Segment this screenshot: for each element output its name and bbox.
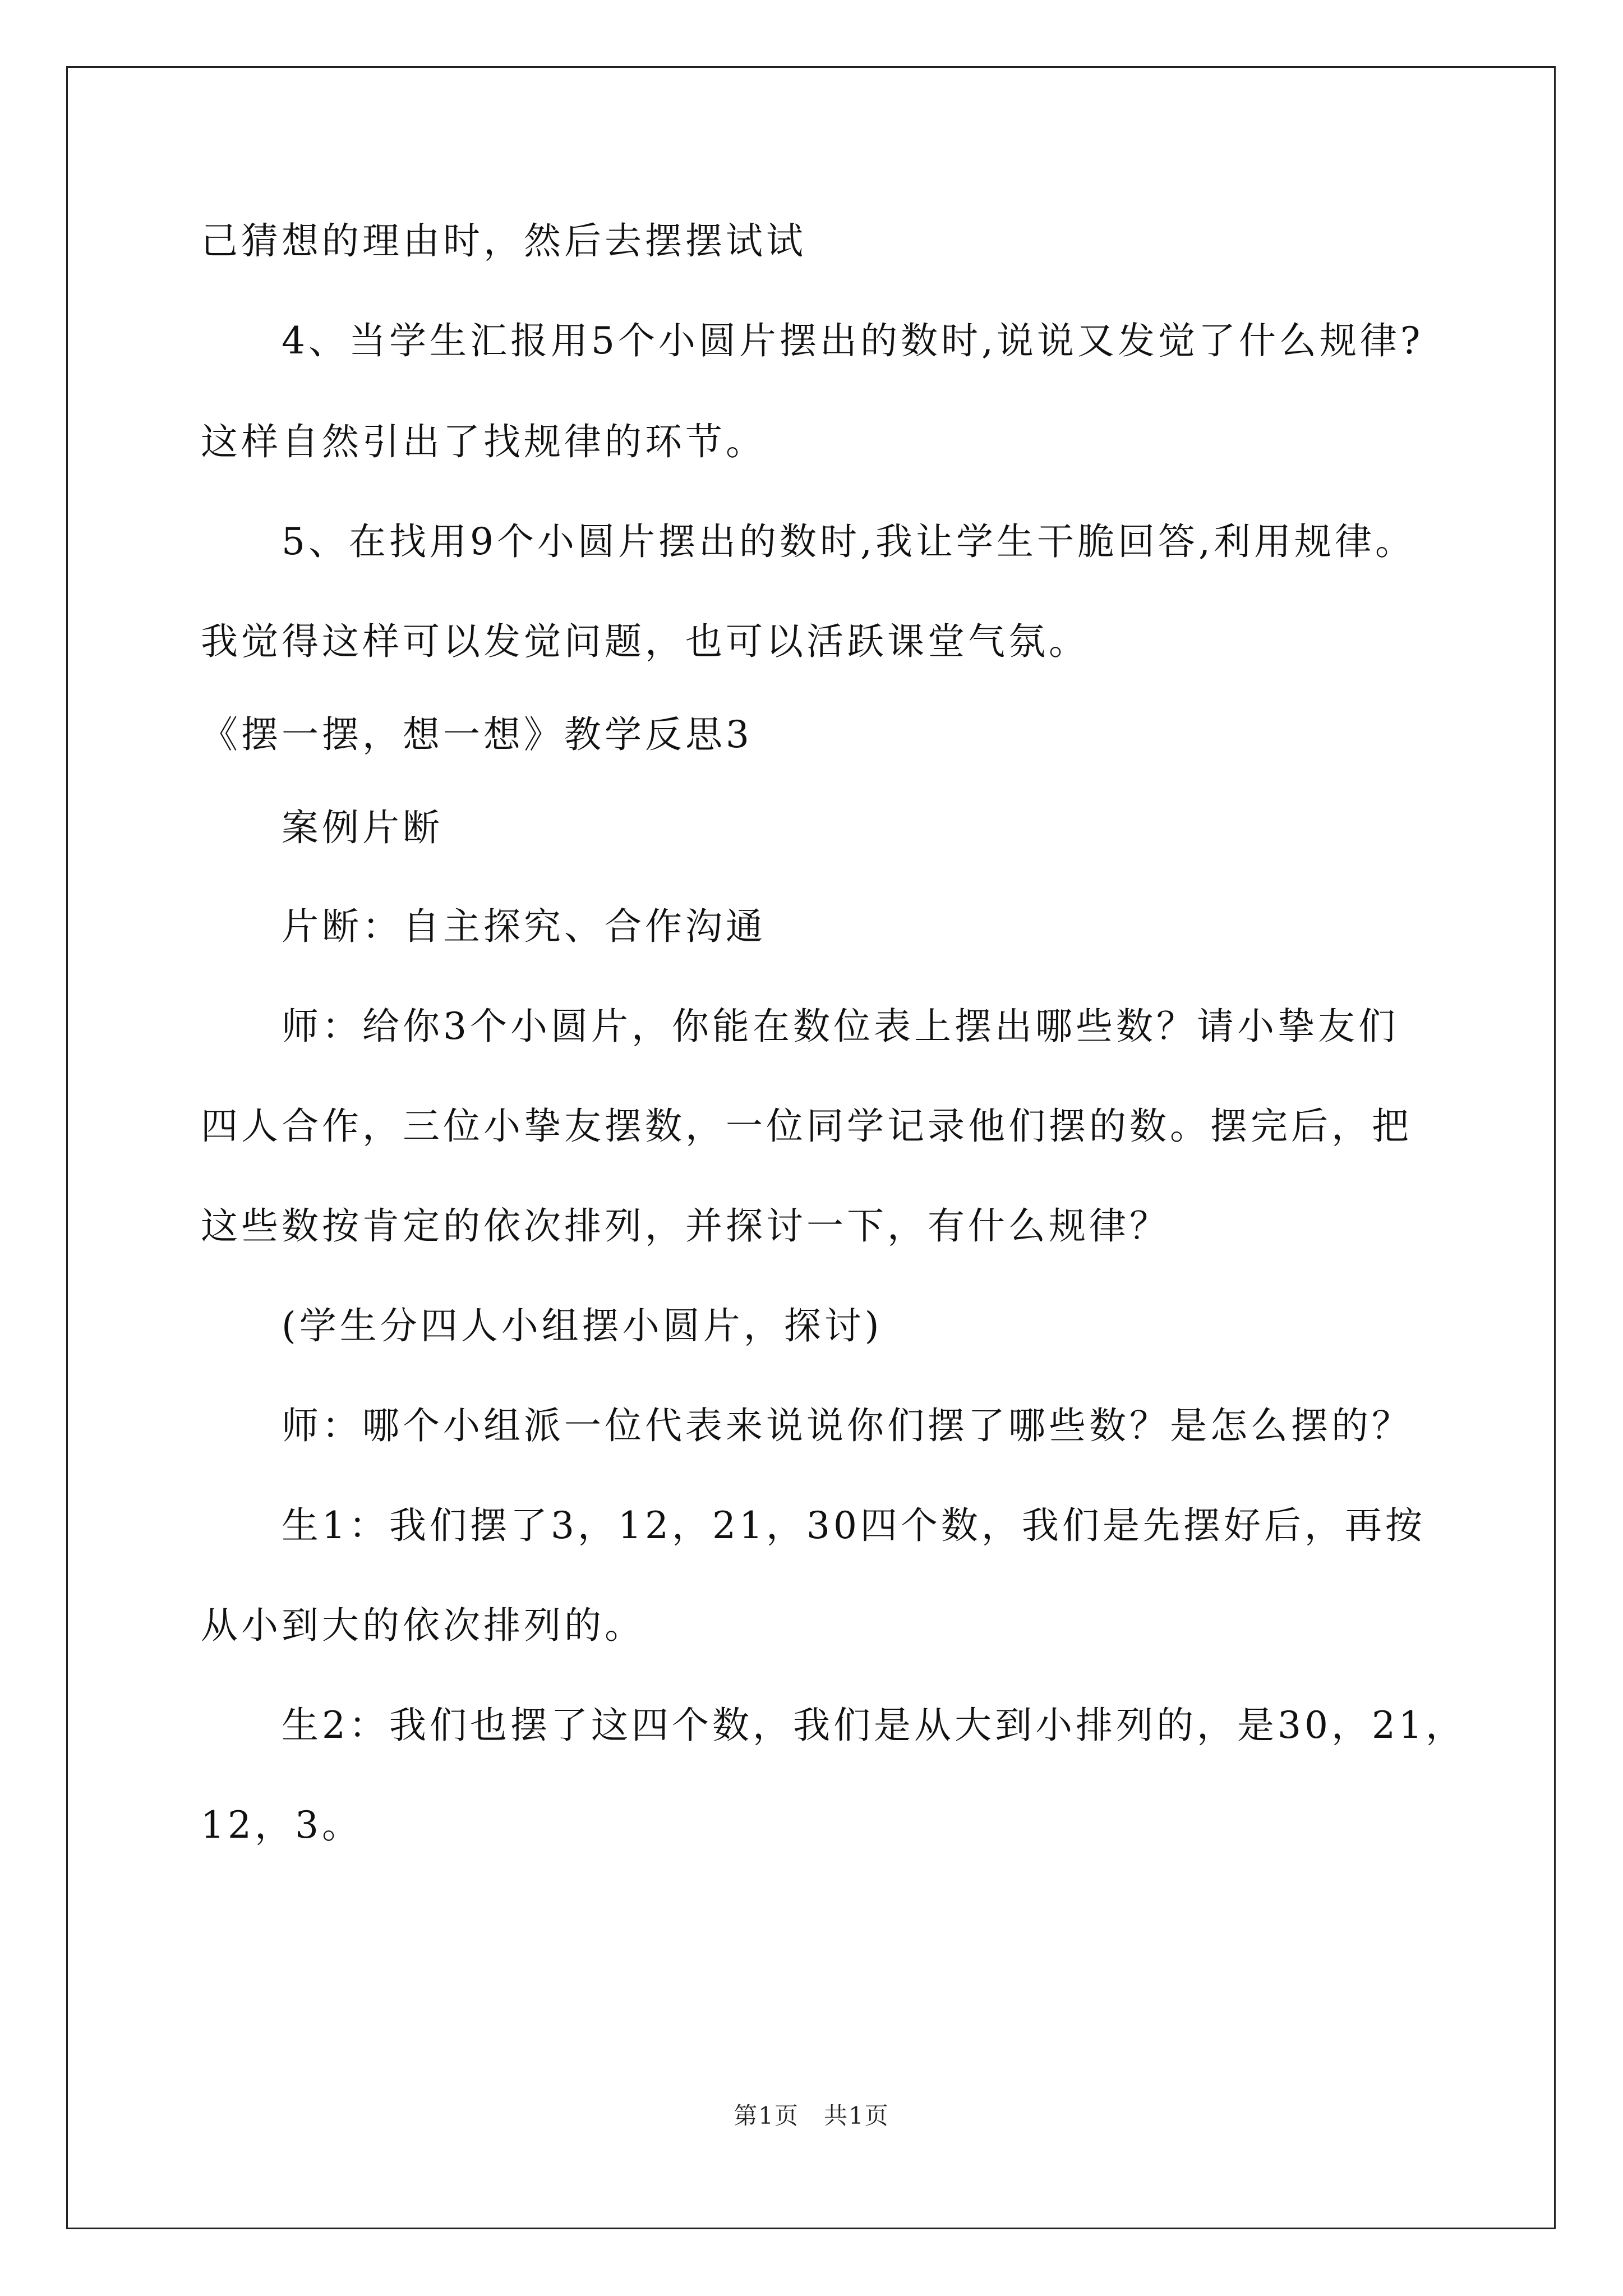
text-line: 生1：我们摆了3，12，21，30四个数，我们是先摆好后，再按 <box>282 1504 1426 1547</box>
text-line: 从小到大的依次排列的。 <box>201 1604 645 1647</box>
section-heading: 《摆一摆，想一想》教学反思3 <box>201 713 753 756</box>
page-number: 第1页 共1页 <box>734 2102 889 2129</box>
text-line: 师：给你3个小圆片，你能在数位表上摆出哪些数？请小挚友们 <box>282 1005 1399 1048</box>
text-line: (学生分四人小组摆小圆片，探讨) <box>282 1304 883 1347</box>
text-line: 片断：自主探究、合作沟通 <box>282 905 766 948</box>
text-line: 师：哪个小组派一位代表来说说你们摆了哪些数？是怎么摆的？ <box>282 1404 1412 1447</box>
text-line: 案例片断 <box>282 806 443 849</box>
text-line: 这样自然引出了找规律的环节。 <box>201 420 766 463</box>
text-line: 四人合作，三位小挚友摆数，一位同学记录他们摆的数。摆完后，把 <box>201 1105 1412 1148</box>
text-line: 这些数按肯定的依次排列，并探讨一下，有什么规律？ <box>201 1204 1170 1248</box>
text-line: 生2：我们也摆了这四个数，我们是从大到小排列的，是30，21， <box>282 1704 1466 1747</box>
text-line: 5、在找用9个小圆片摆出的数时,我让学生干脆回答,利用规律。 <box>282 520 1415 563</box>
text-line: 己猜想的理由时，然后去摆摆试试 <box>201 219 806 263</box>
text-line: 我觉得这样可以发觉问题，也可以活跃课堂气氛。 <box>201 620 1089 663</box>
text-line: 12，3。 <box>201 1803 362 1847</box>
text-line: 4、当学生汇报用5个小圆片摆出的数时,说说又发觉了什么规律? <box>282 319 1424 362</box>
